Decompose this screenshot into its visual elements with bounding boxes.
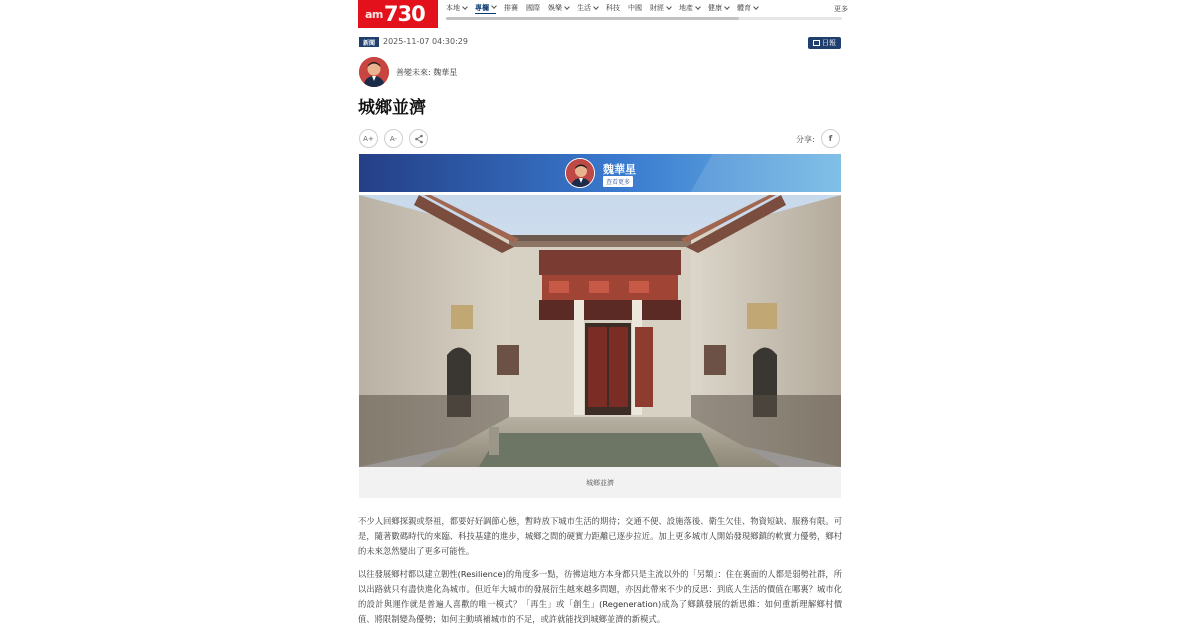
chevron-down-icon — [753, 4, 759, 10]
chevron-down-icon — [666, 4, 672, 10]
newspaper-icon — [813, 40, 820, 46]
courtyard-photo-icon — [359, 195, 841, 467]
share-button[interactable] — [409, 129, 428, 148]
daily-paper-badge[interactable] — [808, 37, 841, 49]
nav-item-label: 專欄 — [475, 3, 489, 12]
nav-item[interactable] — [606, 2, 620, 14]
columnist-avatar — [565, 158, 595, 188]
article-paragraph: 以往發展鄉村都以建立韌性(Resilience)的角度多一點，彷彿這地方本身都只是主流以外的「另類」：住在裏面的人都是弱勢社群，所以出路就只有盡快進化為城市。但近年大城市的發展衍生越來越多問題，亦因此帶來不少的反思：到底人生活的價值在哪裏？城市化的設計與運作就是普遍人喜歡的唯一模式？「再生」或「創生」(Regeneration)成為了鄉鎮發展的新思維：如何重新理解鄉村價值、將限制變為優勢；如何主動填補城市的不足，或許就能找到城鄉並濟的新模式。 — [358, 569, 842, 624]
columnist-name: 魏華星 — [603, 163, 636, 176]
top-navigation — [358, 0, 848, 28]
nav-item[interactable] — [577, 2, 598, 14]
nav-item-label: 科技 — [606, 4, 620, 12]
photo-caption: 城鄉並濟 — [359, 467, 841, 498]
nav-item-label: 中國 — [628, 4, 642, 12]
logo-number: 730 — [383, 2, 425, 26]
chevron-down-icon — [724, 4, 730, 10]
nav-item-label: 生活 — [577, 4, 591, 12]
nav-item[interactable] — [526, 2, 540, 14]
columnist-more-button[interactable]: 查看更多 — [603, 176, 633, 187]
nav-item-label: 國際 — [526, 4, 540, 12]
chevron-down-icon — [491, 3, 497, 9]
category-tag[interactable]: 新聞 — [359, 37, 379, 47]
font-decrease-button[interactable] — [384, 129, 403, 148]
chevron-down-icon — [462, 4, 468, 10]
nav-menu — [446, 2, 766, 16]
author-portrait-icon — [359, 57, 389, 87]
nav-scrollbar[interactable] — [446, 17, 842, 20]
nav-item-label: 排賽 — [504, 4, 518, 12]
columnist-banner[interactable] — [359, 154, 841, 192]
daily-paper-label: 日報 — [822, 39, 836, 47]
columnist-portrait-icon — [566, 159, 595, 188]
nav-item[interactable] — [475, 2, 496, 14]
author-byline[interactable]: 善變未來: 魏華星 — [396, 68, 458, 77]
nav-item[interactable] — [628, 2, 642, 14]
font-increase-label: A+ — [363, 134, 374, 143]
publish-datetime: 2025-11-07 04:30:29 — [383, 37, 468, 46]
nav-item-label: 健康 — [708, 4, 722, 12]
nav-more-label: 更多 — [834, 5, 848, 13]
am730-logo[interactable] — [358, 0, 438, 28]
article-title: 城鄉並濟 — [358, 98, 426, 118]
font-decrease-label: A- — [389, 134, 398, 143]
article-photo[interactable] — [359, 195, 841, 467]
nav-item-label: 本地 — [446, 4, 460, 12]
nav-item[interactable] — [504, 2, 518, 14]
banner-decoration — [684, 154, 841, 192]
chevron-down-icon — [695, 4, 701, 10]
nav-item[interactable] — [679, 2, 700, 14]
nav-item-label: 體育 — [737, 4, 751, 12]
nav-item[interactable] — [737, 2, 758, 14]
nav-item-label: 娛樂 — [548, 4, 562, 12]
facebook-share-button[interactable] — [821, 129, 840, 148]
author-avatar[interactable] — [359, 57, 389, 87]
nav-item-label: 財經 — [650, 4, 664, 12]
share-label: 分享: — [796, 135, 815, 144]
facebook-icon: f — [828, 134, 833, 143]
nav-scrollbar-thumb[interactable] — [446, 17, 739, 20]
chevron-down-icon — [593, 4, 599, 10]
font-increase-button[interactable] — [359, 129, 378, 148]
nav-item[interactable] — [548, 2, 569, 14]
nav-item[interactable] — [708, 2, 729, 14]
logo-prefix: am — [365, 7, 383, 21]
nav-item-label: 地產 — [679, 4, 693, 12]
share-icon — [414, 134, 424, 144]
nav-more-link[interactable] — [831, 4, 848, 14]
article-paragraph: 不少人回鄉探親或祭祖，都要好好調節心態，暫時放下城市生活的期待；交通不便、設施落後、衛生欠佳、物資短缺、服務有限。可是，隨著數碼時代的來臨、科技基建的進步，城鄉之間的硬實力距離已逐步拉近。加上更多城市人開始發現鄉鎮的軟實力優勢，鄉村的未來忽然變出了更多可能性。 — [358, 516, 842, 556]
chevron-down-icon — [564, 4, 570, 10]
nav-item[interactable] — [446, 2, 467, 14]
nav-item[interactable] — [650, 2, 671, 14]
